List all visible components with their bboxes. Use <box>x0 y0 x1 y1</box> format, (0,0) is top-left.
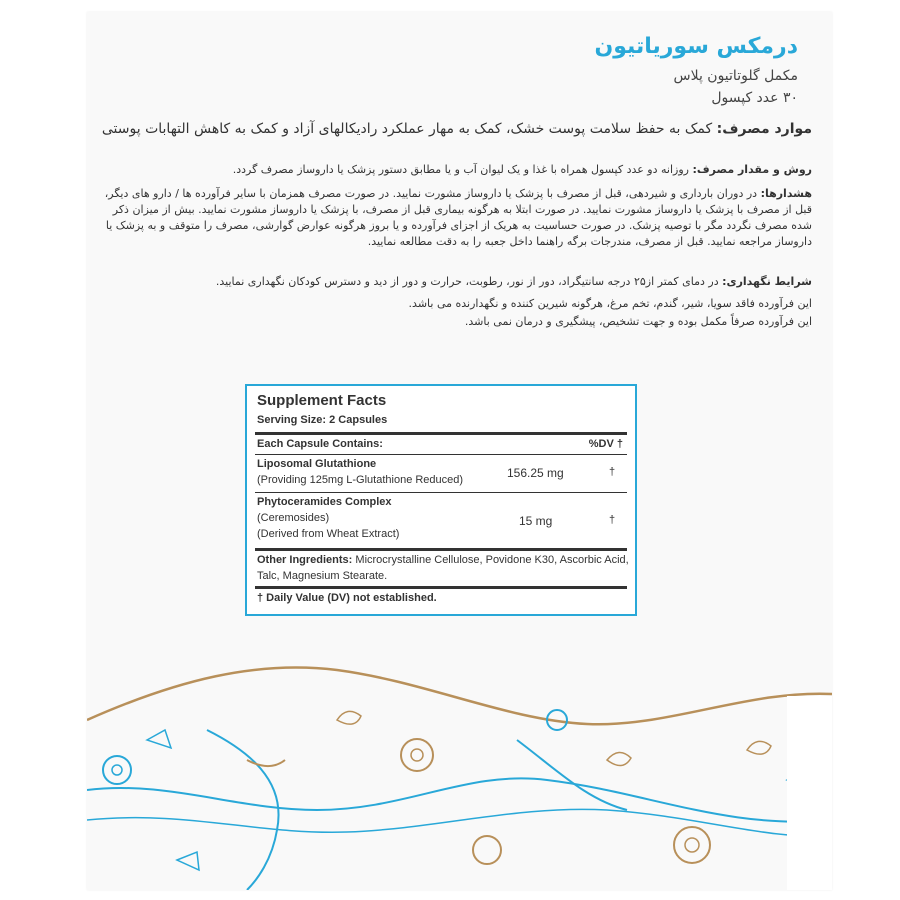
each-capsule-header: Each Capsule Contains: <box>257 438 383 450</box>
blue-wave-line <box>87 778 832 821</box>
flower-icon <box>401 739 433 771</box>
facts-title: Supplement Facts <box>257 392 387 409</box>
serving-size: Serving Size: 2 Capsules <box>257 414 388 426</box>
ingredient-name: Phytoceramides Complex <box>257 496 392 508</box>
product-name: مکمل گلوتاتیون پلاس <box>673 68 798 84</box>
leaf-stem <box>517 740 627 810</box>
divider <box>255 454 627 455</box>
flower-icon <box>103 756 131 784</box>
note-line-1: این فرآورده فاقد سویا، شیر، گندم، تخم مرغ، هرگونه شیرین کننده و نگهدارنده می باشد. <box>408 297 812 310</box>
note-line-2: این فرآورده صرفاً مکمل بوده و جهت تشخیص، پیشگیری و درمان نمی باشد. <box>464 315 812 328</box>
ingredient-desc: (Derived from Wheat Extract) <box>257 528 400 540</box>
dv-header: %DV † <box>588 438 623 450</box>
ingredient-amount: 15 mg <box>519 514 553 528</box>
floral-illustration <box>87 660 832 890</box>
ingredient-desc: (Providing 125mg L-Glutathione Reduced) <box>257 474 464 486</box>
storage-paragraph <box>101 274 812 290</box>
face-outline <box>207 730 279 890</box>
uses-text: کمک به حفظ سلامت پوست خشک، کمک به مهار عملکرد رادیکالهای آزاد و کمک به کاهش التهابات پوستی <box>101 121 713 137</box>
flower-center <box>112 765 122 775</box>
other-ingredients-line-2: Talc, Magnesium Stearate. <box>257 570 388 582</box>
dosage-paragraph <box>101 162 812 178</box>
other-ingredients-text: Microcrystalline Cellulose, Povidone K30, Ascorbic Acid, <box>352 554 629 566</box>
ingredient-amount: 156.25 mg <box>507 466 564 480</box>
flower-center <box>411 749 423 761</box>
flower-icon <box>674 827 710 863</box>
dosage-text: روزانه دو عدد کپسول همراه با غذا و یک لیوان آب و یا مطابق دستور پزشک یا داروساز مصرف گردد. <box>232 163 693 176</box>
ingredient-name: Liposomal Glutathione <box>257 458 377 470</box>
supplement-facts-box <box>245 384 637 616</box>
package-panel <box>87 12 832 890</box>
divider <box>255 548 627 551</box>
ingredient-dv: † <box>609 514 616 526</box>
flower-center <box>685 838 699 852</box>
storage-label: شرایط نگهداری: <box>722 275 812 288</box>
dv-footnote: † Daily Value (DV) not established. <box>257 592 437 604</box>
uses-paragraph <box>101 118 812 140</box>
divider <box>255 586 627 589</box>
other-ingredients <box>257 554 629 566</box>
warnings-text: در دوران بارداری و شیردهی، قبل از مصرف با پزشک یا داروساز مشورت نمایید. در صورت مصرف همزمان با سایر فرآورده ها / دارو های دیگر، قبل از مصرف با پزشک یا داروساز مشورت نمایید. در صورت ابتلا به هرگونه بیماری قبل از مصرف، با پزشک یا داروساز مشورت نمایید. بیش از میزان ذکر شده مصرف نگردد مگر با توصیه پزشک. در صورت حساسیت به هریک از اجزای فرآورده و یا بروز هرگونه عوارض گوارشی، مصرف را متوقف و به پزشک یا داروساز مراجعه نمایید. قبل از مصرف، مندرجات برگه راهنما داخل جعبه را به دقت مطالعه نمایید. <box>104 187 812 248</box>
ingredient-dv: † <box>609 466 616 478</box>
other-ingredients-label: Other Ingredients: <box>257 554 353 566</box>
dosage-label: روش و مقدار مصرف: <box>692 163 812 176</box>
divider <box>255 432 627 435</box>
gold-wave-line <box>87 667 832 724</box>
storage-text: در دمای کمتر از۲۵ درجه سانتیگراد، دور از نور، رطوبت، حرارت و دور از دید و دسترس کودکان نگهداری نمایید. <box>215 275 723 288</box>
flower-icon <box>473 836 501 864</box>
uses-label: موارد مصرف: <box>716 121 812 137</box>
brand-title: درمکس سوریاتیون <box>594 34 798 59</box>
divider <box>255 492 627 493</box>
warnings-paragraph <box>101 186 812 250</box>
capsule-count: ۳۰ عدد کپسول <box>711 90 798 106</box>
right-edge-panel <box>787 696 832 890</box>
ingredient-desc: (Ceremosides) <box>257 512 330 524</box>
blue-wave-line <box>87 809 832 836</box>
warnings-label: هشدارها: <box>760 187 812 200</box>
